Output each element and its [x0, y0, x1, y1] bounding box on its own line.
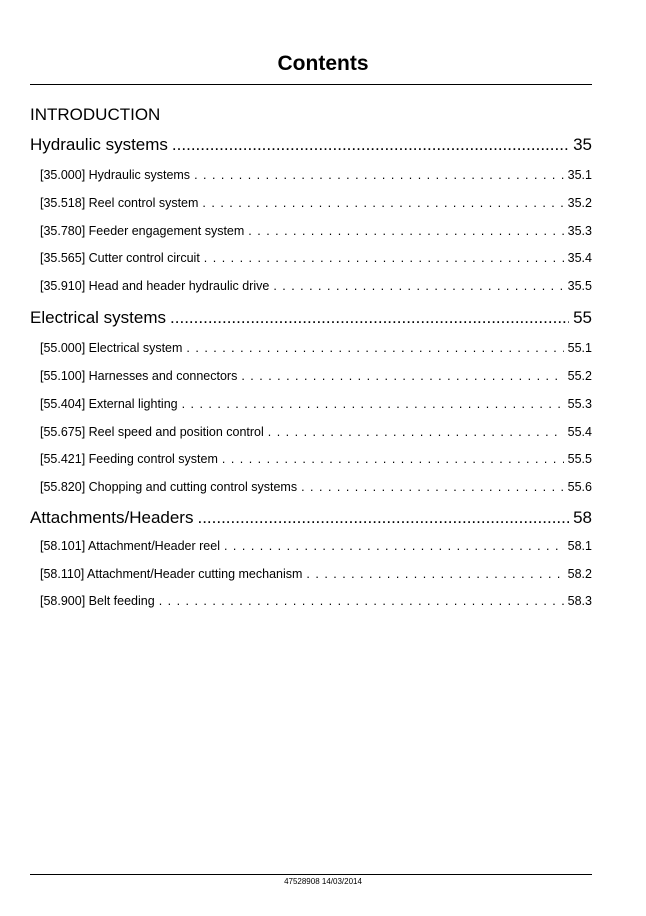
leader-dots	[204, 250, 564, 266]
toc-chapter[interactable]	[40, 538, 592, 554]
leader-dots	[268, 424, 564, 440]
toc-section[interactable]	[30, 134, 592, 156]
toc-section-page: 35	[573, 135, 592, 154]
toc-chapter-page: 35.2	[567, 196, 592, 210]
title-rule	[30, 84, 592, 85]
leader-dots	[197, 507, 569, 529]
toc-chapter-page: 55.1	[567, 341, 592, 355]
toc-section[interactable]	[30, 507, 592, 529]
toc-chapter-label: [35.000] Hydraulic systems	[40, 168, 191, 182]
toc-chapter-label: [58.900] Belt feeding	[40, 594, 155, 608]
leader-dots	[222, 451, 564, 467]
toc-section-label: Electrical systems	[30, 308, 167, 327]
toc-chapter[interactable]	[40, 424, 592, 440]
toc-chapter[interactable]	[40, 278, 592, 294]
toc-chapter[interactable]	[40, 167, 592, 183]
toc-chapter-page: 58.1	[567, 539, 592, 553]
leader-dots	[306, 566, 563, 582]
toc-chapter-label: [55.820] Chopping and cutting control systems	[40, 480, 298, 494]
toc-chapter[interactable]	[40, 340, 592, 356]
leader-dots	[194, 167, 564, 183]
toc-chapter-page: 35.3	[567, 224, 592, 238]
toc-chapter-label: [55.404] External lighting	[40, 397, 178, 411]
toc-section-label: Hydraulic systems	[30, 135, 168, 154]
toc-chapter-label: [55.421] Feeding control system	[40, 452, 218, 466]
toc-chapter-page: 58.2	[567, 567, 592, 581]
leader-dots	[273, 278, 563, 294]
toc-section-page: 55	[573, 308, 592, 327]
leader-dots	[248, 223, 563, 239]
toc-chapter[interactable]	[40, 451, 592, 467]
leader-dots	[170, 307, 569, 329]
toc-chapter-page: 35.5	[567, 279, 592, 293]
toc-chapter-label: [35.518] Reel control system	[40, 196, 199, 210]
leader-dots	[186, 340, 563, 356]
toc-chapter-label: [58.110] Attachment/Header cutting mechanism	[40, 567, 303, 581]
toc-chapter[interactable]	[40, 223, 592, 239]
footer-doc-id: 47528908 14/03/2014	[284, 877, 362, 886]
leader-dots	[172, 134, 569, 156]
page-title: Contents	[277, 52, 369, 75]
toc-chapter[interactable]	[40, 368, 592, 384]
toc-chapter-label: [35.910] Head and header hydraulic drive	[40, 279, 270, 293]
toc-chapter[interactable]	[40, 250, 592, 266]
toc-section-label: Attachments/Headers	[30, 508, 194, 527]
toc-chapter-page: 35.1	[567, 168, 592, 182]
toc-chapter-label: [55.675] Reel speed and position control	[40, 425, 264, 439]
leader-dots	[182, 396, 564, 412]
toc-section[interactable]	[30, 307, 592, 329]
toc-chapter-page: 55.2	[567, 369, 592, 383]
toc-chapter-page: 58.3	[567, 594, 592, 608]
toc-chapter-label: [55.100] Harnesses and connectors	[40, 369, 238, 383]
leader-dots	[202, 195, 563, 211]
toc-chapter-page: 35.4	[567, 251, 592, 265]
toc-chapter-page: 55.5	[567, 452, 592, 466]
toc-chapter-page: 55.3	[567, 397, 592, 411]
toc-chapter-page: 55.6	[567, 480, 592, 494]
leader-dots	[224, 538, 564, 554]
toc-chapter-label: [35.565] Cutter control circuit	[40, 251, 200, 265]
leader-dots	[159, 593, 564, 609]
toc-chapter-label: [58.101] Attachment/Header reel	[40, 539, 220, 553]
toc-chapter[interactable]	[40, 479, 592, 495]
leader-dots	[301, 479, 564, 495]
toc-chapter-label: [55.000] Electrical system	[40, 341, 183, 355]
leader-dots	[241, 368, 563, 384]
toc-chapter-page: 55.4	[567, 425, 592, 439]
toc-section-page: 58	[573, 508, 592, 527]
toc-chapter-label: [35.780] Feeder engagement system	[40, 224, 245, 238]
toc-chapter[interactable]	[40, 566, 592, 582]
footer-rule	[30, 874, 592, 875]
toc-chapter[interactable]	[40, 396, 592, 412]
intro-heading: INTRODUCTION	[30, 105, 161, 124]
toc-chapter[interactable]	[40, 593, 592, 609]
toc-chapter[interactable]	[40, 195, 592, 211]
